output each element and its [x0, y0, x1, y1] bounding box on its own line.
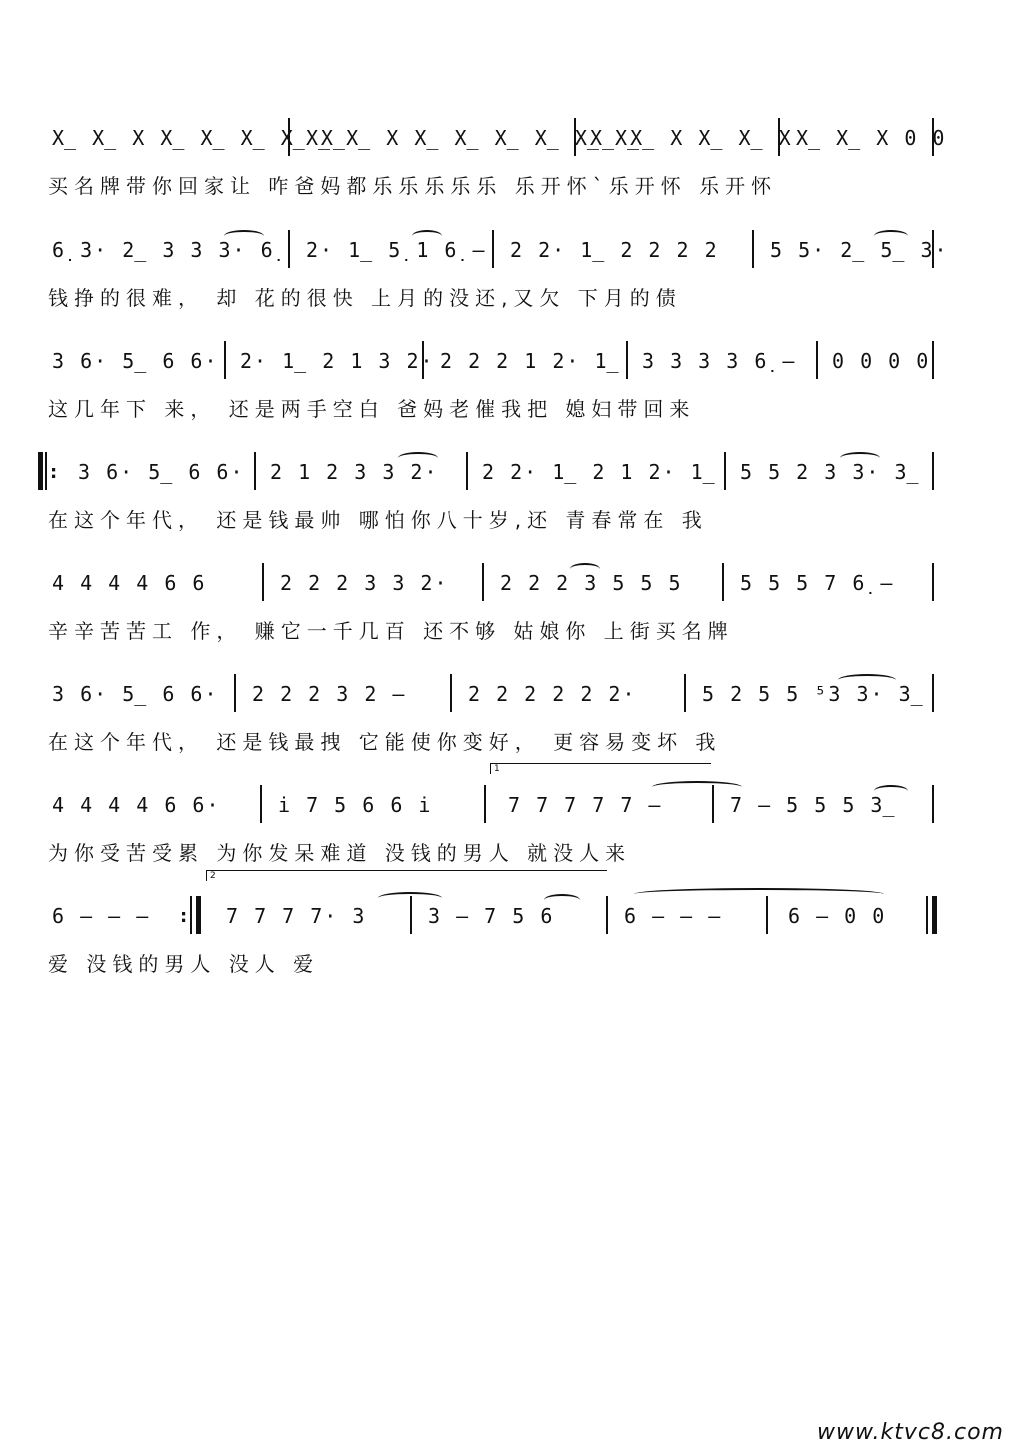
measure: 5 5 5 7 6̣ –	[740, 571, 895, 595]
barline	[288, 118, 290, 156]
barline	[482, 563, 484, 601]
volta-1-number: 1	[494, 764, 500, 774]
barline	[254, 452, 256, 490]
barline	[422, 341, 424, 379]
measure: 2 2· 1̲ 2 2 2 2	[510, 238, 719, 262]
lyric-line: 买名牌带你回家让 咋爸妈都乐乐乐乐乐 乐开怀`乐开怀 乐开怀	[48, 174, 778, 198]
system-7	[48, 764, 948, 903]
barline	[574, 118, 576, 156]
measure: i̇ 7 5 6 6 i̇	[278, 793, 433, 817]
barline	[684, 674, 686, 712]
barline	[932, 118, 934, 156]
system-5	[48, 571, 948, 681]
measure: 2· 1̲ 5̣ 1 6̣ –	[306, 238, 487, 262]
measure: 6 – – –	[52, 904, 151, 928]
barline	[262, 563, 264, 601]
lyric-line: 辛辛苦苦工 作， 赚它一千几百 还不够 姑娘你 上街买名牌	[48, 619, 734, 643]
system-6	[48, 682, 948, 792]
notes-row	[48, 126, 948, 166]
notes-row	[48, 238, 948, 278]
measure: 2 1 2 3 3 2·	[270, 460, 439, 484]
barline	[724, 452, 726, 490]
repeat-end-thin-barline	[190, 896, 192, 934]
notes-row	[48, 871, 948, 944]
volta-2-number: 2	[210, 871, 216, 881]
notes-row	[48, 764, 948, 833]
lyric-line: 为你受苦受累 为你发呆难道 没钱的男人 就没人来	[48, 841, 632, 865]
barline	[932, 230, 934, 268]
barline	[606, 896, 608, 934]
measure: 2 2· 1̲ 2 1 2· 1̲	[482, 460, 717, 484]
barline	[450, 674, 452, 712]
repeat-dots: :	[50, 462, 58, 483]
notes-row	[48, 460, 948, 500]
barline	[932, 563, 934, 601]
measure: X̲ X̲ X X̲ X̲ X̲ X̲ X̲ X̲	[306, 126, 642, 150]
volta-2-bracket	[206, 870, 607, 881]
measure: 3 6· 5̲ 6 6·	[78, 460, 245, 484]
measure: X̲ X̲ X X̲ X̲ X	[590, 126, 793, 150]
barline	[766, 896, 768, 934]
measure: 2 2 2 3 3 2·	[280, 571, 449, 595]
measure: 2 2 2 3 2 –	[252, 682, 407, 706]
barline	[932, 785, 934, 823]
lyric-line: 爱 没钱的男人 没人 爱	[48, 952, 320, 976]
tie	[634, 888, 884, 900]
system-2	[48, 238, 948, 348]
measure: 2 2 2 3 5 5 5	[500, 571, 683, 595]
barline	[224, 341, 226, 379]
measure: X̲ X̲ X X̲ X̲ X̲ X̲ X̲	[52, 126, 347, 150]
measure: 6 – 0 0	[788, 904, 887, 928]
barline	[260, 785, 262, 823]
barline	[484, 785, 486, 823]
measure: 6̣ 3· 2̲ 3 3 3· 6̣	[52, 238, 275, 262]
barline	[932, 341, 934, 379]
barline	[492, 230, 494, 268]
measure: 0 0 0 0	[832, 349, 931, 373]
barline	[712, 785, 714, 823]
measure: 3 6· 5̲ 6 6·	[52, 349, 219, 373]
final-thin-barline	[926, 896, 928, 934]
system-1	[48, 126, 948, 236]
barline	[410, 896, 412, 934]
measure: 4 4 4 4 6 6·	[52, 793, 221, 817]
lyric-line: 这几年下 来， 还是两手空白 爸妈老催我把 媳妇带回来	[48, 397, 696, 421]
repeat-end-barline	[196, 896, 201, 934]
measure: 5 5 2 3 3· 3̲	[740, 460, 921, 484]
measure: 5 2 5 5 ⁵3 3· 3̲	[702, 682, 925, 706]
measure: 5 5· 2̲ 5̲ 3·	[770, 238, 949, 262]
lyric-line: 在这个年代， 还是钱最拽 它能使你变好， 更容易变坏 我	[48, 730, 722, 754]
barline	[752, 230, 754, 268]
system-4	[48, 460, 948, 570]
final-barline	[932, 896, 937, 934]
system-3	[48, 349, 948, 459]
measure: 7 7 7 7 7 –	[508, 793, 663, 817]
system-8	[48, 871, 948, 1014]
barline	[626, 341, 628, 379]
notes-row	[48, 349, 948, 389]
barline	[466, 452, 468, 490]
repeat-start-thin-barline	[45, 452, 47, 490]
measure: 4 4 4 4 6 6	[52, 571, 207, 595]
measure: X̲ X̲ X 0 0	[796, 126, 947, 150]
watermark-url: www.ktvc8.com	[816, 1420, 1004, 1445]
measure: 7 – 5 5 5 3̲	[730, 793, 897, 817]
measure: 3 – 7 5 6	[428, 904, 555, 928]
tie	[652, 781, 742, 793]
measure: 3 3 3 3 6̣ –	[642, 349, 797, 373]
measure: 7 7 7 7· 3	[226, 904, 367, 928]
repeat-end-dots: :	[180, 906, 188, 927]
lyric-line: 钱挣的很难， 却 花的很快 上月的没还,又欠 下月的债	[48, 286, 682, 310]
barline	[932, 674, 934, 712]
barline	[234, 674, 236, 712]
measure: 2 2 2 1 2· 1̲	[440, 349, 621, 373]
barline	[288, 230, 290, 268]
barline	[722, 563, 724, 601]
measure: 3 6· 5̲ 6 6·	[52, 682, 219, 706]
barline	[816, 341, 818, 379]
barline	[778, 118, 780, 156]
measure: 6 – – –	[624, 904, 723, 928]
barline	[932, 452, 934, 490]
volta-1-bracket	[490, 763, 711, 774]
measure: 2· 1̲ 2 1 3 2·	[240, 349, 435, 373]
repeat-start-barline	[38, 452, 43, 490]
notes-row	[48, 682, 948, 722]
lyric-line: 在这个年代， 还是钱最帅 哪怕你八十岁,还 青春常在 我	[48, 508, 708, 532]
notes-row	[48, 571, 948, 611]
measure: 2 2 2 2 2 2·	[468, 682, 637, 706]
